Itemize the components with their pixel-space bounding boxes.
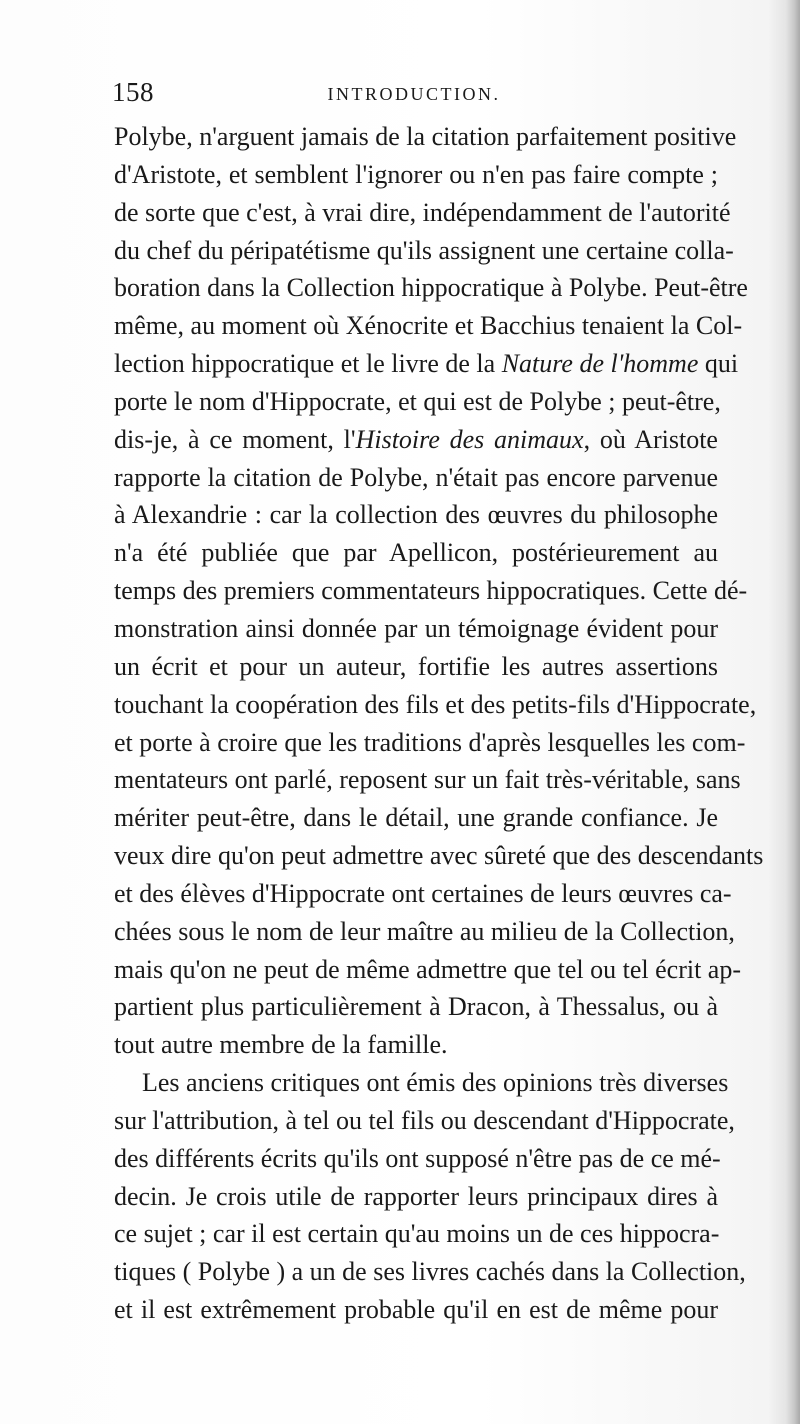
text-line: temps des premiers commentateurs hippocratiques. Cette dé- [114, 576, 748, 606]
text-line: et il est extrêmement probable qu'il en est de même pour [114, 1295, 718, 1325]
text-line: boration dans la Collection hippocratique à Polybe. Peut-être [114, 273, 748, 303]
text-line: Polybe, n'arguent jamais de la citation parfaitement positive [114, 122, 737, 151]
text-line: tiques ( Polybe ) a un de ses livres cachés dans la Collection, [114, 1257, 746, 1287]
text-line: d'Aristote, et semblent l'ignorer ou n'en pas faire compte ; [114, 159, 718, 189]
text-line: ce sujet ; car il est certain qu'au moins un de ces hippocra- [114, 1219, 720, 1249]
text-line [114, 345, 739, 383]
text-segment: lection hippocratique et le livre de la [114, 349, 502, 379]
text-line: mériter peut-être, dans le détail, une grande confiance. Je [114, 803, 718, 833]
text-line: même, au moment où Xénocrite et Bacchius tenaient la Col- [114, 311, 743, 341]
text-line: et des élèves d'Hippocrate ont certaines de leurs œuvres ca- [114, 878, 732, 908]
body-text [114, 118, 764, 1329]
text-line: un écrit et pour un auteur, fortifie les autres assertions [114, 651, 718, 681]
text-segment: dis-je, à ce moment, l' [114, 424, 356, 454]
text-line: rapporte la citation de Polybe, n'était pas encore parvenue [114, 462, 718, 492]
italic-title: Nature de l'homme [501, 349, 699, 379]
text-line: partient plus particulièrement à Dracon, à Thessalus, ou à [114, 992, 718, 1022]
running-title: INTRODUCTION. [327, 84, 501, 104]
text-line: veux dire qu'on peut admettre avec sûreté que des descendants [114, 841, 764, 871]
text-line: porte le nom d'Hippocrate, et qui est de Polybe ; peut-être, [114, 386, 721, 416]
text-line [114, 421, 718, 459]
text-line: à Alexandrie : car la collection des œuvres du philosophe [114, 500, 718, 530]
text-segment: qui [698, 349, 739, 379]
text-line: et porte à croire que les traditions d'après lesquelles les com- [114, 727, 746, 757]
text-line: monstration ainsi donnée par un témoignage évident pour [114, 613, 718, 643]
running-header [112, 74, 716, 110]
italic-title: Histoire des animaux [355, 424, 584, 454]
text-line: du chef du péripatétisme qu'ils assignent une certaine colla- [114, 235, 734, 265]
text-line: de sorte que c'est, à vrai dire, indépendamment de l'autorité [114, 197, 731, 227]
text-line: Les anciens critiques ont émis des opinions très diverses [142, 1068, 729, 1098]
text-line: mais qu'on ne peut de même admettre que tel ou tel écrit ap- [114, 954, 742, 984]
text-line: des différents écrits qu'ils ont supposé n'être pas de ce mé- [114, 1143, 721, 1173]
text-line: touchant la coopération des fils et des petits-fils d'Hippocrate, [114, 689, 757, 719]
page-number: 158 [112, 77, 154, 107]
text-line: chées sous le nom de leur maître au milieu de la Collection, [114, 916, 735, 946]
text-segment: , où Aristote [583, 424, 718, 454]
text-line: decin. Je crois utile de rapporter leurs principaux dires à [114, 1181, 718, 1211]
text-line: tout autre membre de la famille. [114, 1030, 448, 1060]
text-line: mentateurs ont parlé, reposent sur un fait très-véritable, sans [114, 765, 741, 795]
text-line: n'a été publiée que par Apellicon, postérieurement au [114, 538, 718, 568]
page-edge-shadow [786, 0, 800, 1424]
text-line: sur l'attribution, à tel ou tel fils ou descendant d'Hippocrate, [114, 1105, 735, 1135]
